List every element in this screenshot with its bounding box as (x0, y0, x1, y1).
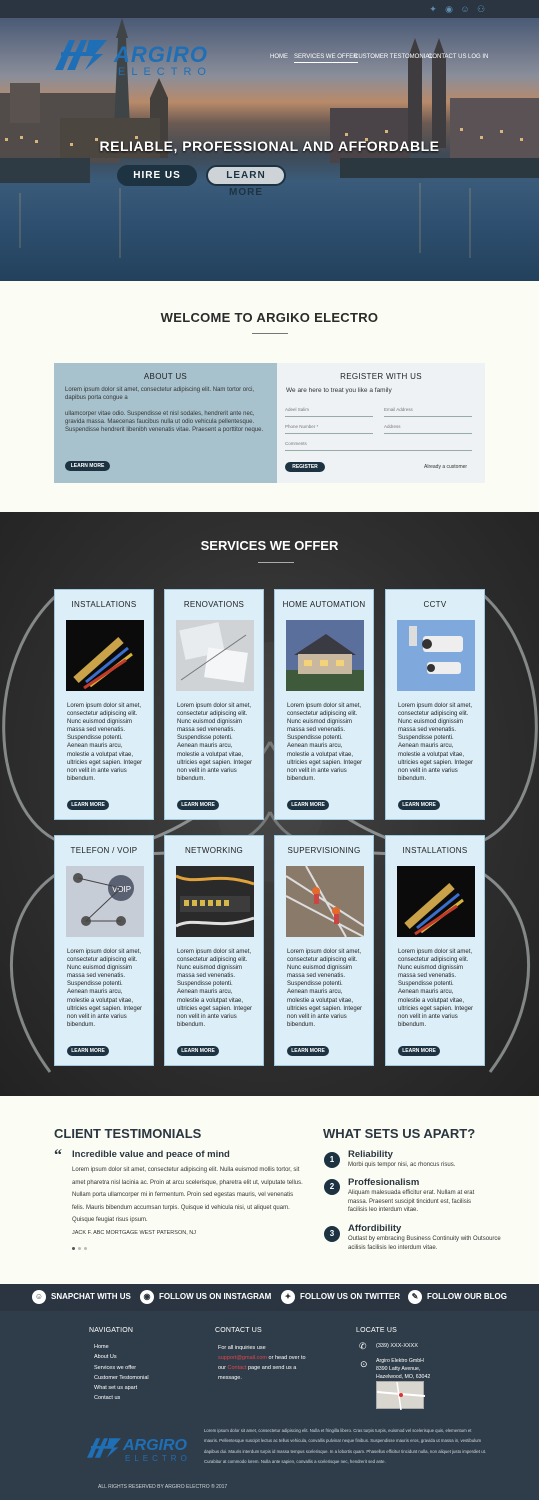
carousel-dot[interactable] (84, 1247, 87, 1250)
service-title: CCTV (423, 600, 447, 609)
blog-label: FOLLOW OUR BLOG (427, 1292, 507, 1302)
contact-post: page and send us a message. (218, 1365, 297, 1381)
footer-nav-about[interactable]: About Us (94, 1354, 117, 1361)
service-description: Lorem ipsum dolor sit amet, consectetur adipiscing elit. Nunc euismod dignissim massa sed venenatis. Suspendisse potenti. Aenean mauris arcu, molestie a volutpat vitae, ultricies eget sapien. Integer non velit in ante varius bibendum. (67, 949, 143, 1028)
register-title: REGISTER WITH US (340, 372, 422, 381)
footer-locate-title: LOCATE US (356, 1327, 397, 1334)
snapchat-icon: ☺ (32, 1290, 46, 1304)
phone-field[interactable]: Phone Number * (285, 424, 373, 434)
footer-brand-name: ARGIRO (123, 1437, 187, 1454)
footer-brand-sub: ELECTRO (125, 1454, 191, 1463)
register-button[interactable]: REGISTER (285, 462, 325, 472)
about-title: ABOUT US (143, 372, 188, 381)
carousel-dot[interactable] (78, 1247, 81, 1250)
map-graphic (377, 1382, 425, 1410)
carousel-dots[interactable] (72, 1247, 87, 1250)
footer-nav-apart[interactable]: What set us apart (94, 1385, 138, 1392)
footer-phone: (339) XXX-XXXX (376, 1343, 418, 1349)
apart-text-3: Outlast by embracing Business Continuity with Outsource acilisis facilisis leo interdum vitae. (348, 1236, 501, 1251)
apart-title: WHAT SETS US APART? (323, 1126, 476, 1141)
service-image (176, 866, 254, 937)
footer-nav-title: NAVIGATION (89, 1327, 134, 1334)
service-card (164, 589, 264, 820)
apart-number-2: 2 (324, 1179, 340, 1195)
nav-home[interactable]: HOME (270, 54, 288, 60)
apart-title-1: Reliability (348, 1149, 393, 1160)
services-title: SERVICES WE OFFER (200, 538, 339, 553)
testimonial-heading: Incredible value and peace of mind (72, 1149, 230, 1160)
service-title: SUPERVISIONING (287, 846, 361, 855)
service-card (385, 589, 485, 820)
apart-title-3: Affordibility (348, 1223, 402, 1234)
service-image (286, 620, 364, 691)
email-field[interactable]: Email Address (384, 407, 472, 417)
phone-icon: ✆ (359, 1341, 367, 1351)
already-customer-link[interactable]: Already a customer (424, 464, 468, 470)
svg-text:VOIP: VOIP (112, 885, 132, 894)
service-description: Lorem ipsum dolor sit amet, consectetur adipiscing elit. Nunc euismod dignissim massa sed venenatis. Suspendisse potenti. Aenean mauris arcu, molestie a volutpat vitae, ultricies eget sapien. Integer non velit in ante varius bibendum. (398, 949, 474, 1028)
about-learn-more-button[interactable]: LEARN MORE (65, 461, 110, 471)
location-pin-icon: ⊙ (360, 1359, 368, 1369)
quote-icon: “ (54, 1147, 62, 1164)
service-card (274, 835, 374, 1066)
service-learn-more-button[interactable]: LEARN MORE (398, 800, 440, 810)
service-image (66, 620, 144, 691)
snapchat-link[interactable] (32, 1290, 131, 1304)
twitter-icon[interactable]: ✦ (429, 4, 437, 14)
comments-field[interactable]: Comments (285, 441, 472, 451)
footer (0, 1311, 539, 1500)
apart-number-1: 1 (324, 1152, 340, 1168)
instagram-label: FOLLOW US ON INSTAGRAM (159, 1292, 272, 1302)
service-learn-more-button[interactable]: LEARN MORE (287, 800, 329, 810)
footer-contact-title: CONTACT US (215, 1327, 262, 1334)
map-thumbnail[interactable] (376, 1381, 424, 1409)
address-line-2: 8390 Latty Avenue, (376, 1366, 421, 1372)
services-underline (258, 562, 294, 563)
nav-services[interactable]: SERVICES WE OFFER (294, 54, 358, 63)
footer-nav-services[interactable]: Services we offer (94, 1364, 137, 1371)
about-text-2: ullamcorper vitae odio. Suspendisse et nisl sodales, hendrerit ante nec, gravida massa. Maecenas faucibus nulla ut odio vehicula pellentesque. Suspendisse hendrerit libenibh venenatis vitae. Praesent a porttitor neque. (65, 411, 264, 433)
name-field[interactable]: Adeel Salim (285, 407, 373, 417)
about-text-1: Lorem ipsum dolor sit amet, consectetur adipiscing elit. Nam tortor orci, dapibus porta congue a (65, 387, 255, 401)
brand-name[interactable]: ARGIRO (114, 42, 208, 67)
service-learn-more-button[interactable]: LEARN MORE (287, 1046, 329, 1056)
contact-mid: or head over to our (218, 1355, 306, 1371)
service-card (164, 835, 264, 1066)
service-image (397, 866, 475, 937)
apart-number-3: 3 (324, 1226, 340, 1242)
nav-contact[interactable]: CONTACT US (428, 54, 467, 60)
service-learn-more-button[interactable]: LEARN MORE (398, 1046, 440, 1056)
footer-logo-icon (87, 1436, 121, 1460)
register-panel (277, 363, 485, 483)
service-learn-more-button[interactable]: LEARN MORE (177, 1046, 219, 1056)
apart-title-2: Proffesionalism (348, 1177, 420, 1188)
service-learn-more-button[interactable]: LEARN MORE (67, 800, 109, 810)
register-subtitle: We are here to treat you like a family (286, 387, 392, 394)
address-field[interactable]: Address (384, 424, 472, 434)
service-card (274, 589, 374, 820)
service-title: NETWORKING (184, 846, 244, 855)
about-panel (54, 363, 277, 483)
contact-pre: For all inquiries use (218, 1345, 266, 1351)
service-card (54, 589, 154, 820)
service-title: HOME AUTOMATION (282, 600, 366, 609)
testimonials-title: CLIENT TESTIMONIALS (54, 1126, 202, 1141)
copyright: ALL RIGHTS RESERVED BY ARGIRO ELECTRO ® 2017 (98, 1484, 228, 1490)
carousel-dot[interactable] (72, 1247, 75, 1250)
contact-page-link[interactable]: Contact (227, 1365, 247, 1371)
address-line-3: Hazelwood, MO, 63042 (376, 1374, 431, 1380)
service-image (66, 866, 144, 937)
footer-nav-home[interactable]: Home (94, 1344, 109, 1350)
welcome-title: WELCOME TO ARGIKO ELECTRO (160, 310, 379, 325)
user-icon[interactable]: ⚇ (476, 4, 486, 14)
service-card (385, 835, 485, 1066)
footer-nav-list (94, 1342, 149, 1404)
service-image (286, 866, 364, 937)
footer-about-text: Lorem ipsum dolor sit amet, consectetur adipiscing elit. Nulla et fringilla libero. Cras turpis turpis, euismod vel scelerisque quis, elementum et mauris. Pellentesque suscipit lectus ac tellus vehicula, convallis pulvinar neque finibus. Suspendisse mauris eros, gravida ut massa in, vestibulum dapibus dui. Mauris interdum turpis id massa tempus scelerisque. In a lobortis quam. Phasellus efficitur tincidunt nulla, non aliquet justo imperdiet ut. Curabitur at commodo lorem. Nulla ante sapien, convallis a scelerisque nec, hendrerit sed ante. (204, 1428, 486, 1465)
service-learn-more-button[interactable]: LEARN MORE (177, 800, 219, 810)
testimonial-text: Lorem ipsum dolor sit amet, consectetur adipiscing elit. Nulla euismod mollis tortor, sit amet pharetra nisl lacinia ac. Proin at arcu scelerisque, pharetra elit ut, vulputate tellus. Nullam porta ullamcorper mi in fermentum. Proin sed egestas mauris, vel venenatis felis. Mauris bibendum accumsan turpis. Quisque id vehicula nisi, ut aliquet quam. Quisque feugiat risus ipsum. (72, 1167, 303, 1224)
instagram-icon[interactable]: ◉ (445, 4, 453, 14)
hero-title: RELIABLE, PROFESSIONAL AND AFFORDABLE (99, 138, 440, 154)
instagram-link[interactable] (140, 1290, 271, 1304)
footer-nav-testimonial[interactable]: Customer Testomonial (94, 1374, 149, 1381)
apart-text-1: Morbi quis tempor nisi, ac rhoncus risus. (348, 1162, 456, 1168)
blog-link[interactable] (408, 1290, 507, 1304)
address-line-1: Argiro Elektro GmbH (376, 1358, 424, 1364)
footer-nav-contact[interactable]: Contact us (94, 1395, 121, 1402)
instagram-icon: ◉ (140, 1290, 154, 1304)
blog-icon: ✎ (408, 1290, 422, 1304)
logo-icon[interactable] (55, 40, 107, 70)
welcome-underline (252, 333, 288, 334)
service-description: Lorem ipsum dolor sit amet, consectetur adipiscing elit. Nunc euismod dignissim massa sed venenatis. Suspendisse potenti. Aenean mauris arcu, molestie a volutpat vitae, ultricies eget sapien. Integer non velit in ante varius bibendum. (398, 703, 474, 782)
twitter-icon: ✦ (281, 1290, 295, 1304)
footer-contact-text (218, 1343, 308, 1383)
service-title: INSTALLATIONS (402, 846, 468, 855)
brand-sub: ELECTRO (118, 66, 212, 78)
service-image (397, 620, 475, 691)
service-title: TELEFON / VOIP (70, 846, 138, 855)
contact-email-link[interactable]: support@gmail.com (218, 1355, 267, 1361)
apart-text-2: Aliquam malesuada efficitur erat. Nullam at erat massa. Praesent suscipit tincidunt est, facilisis facilisis leo interdum vitae. (348, 1190, 475, 1213)
twitter-label: FOLLOW US ON TWITTER (300, 1292, 400, 1302)
testimonial-author: JACK F. ABC MORTGAGE WEST PATERSON, NJ (72, 1230, 196, 1236)
service-image (176, 620, 254, 691)
snapchat-icon[interactable]: ☺ (460, 4, 470, 14)
service-description: Lorem ipsum dolor sit amet, consectetur adipiscing elit. Nunc euismod dignissim massa sed venenatis. Suspendisse potenti. Aenean mauris arcu, molestie a volutpat vitae, ultricies eget sapien. Integer non velit in ante varius bibendum. (67, 703, 143, 782)
service-description: Lorem ipsum dolor sit amet, consectetur adipiscing elit. Nunc euismod dignissim massa sed venenatis. Suspendisse potenti. Aenean mauris arcu, molestie a volutpat vitae, ultricies eget sapien. Integer non velit in ante varius bibendum. (177, 703, 253, 782)
service-learn-more-button[interactable]: LEARN MORE (67, 1046, 109, 1056)
nav-login[interactable]: LOG IN (468, 54, 489, 60)
service-card (54, 835, 154, 1066)
hero-learn-more-button[interactable]: LEARN MORE (206, 165, 286, 186)
nav-testimonial[interactable]: CUSTOMER TESTOMONIAL (354, 54, 433, 60)
service-description: Lorem ipsum dolor sit amet, consectetur adipiscing elit. Nunc euismod dignissim massa sed venenatis. Suspendisse potenti. Aenean mauris arcu, molestie a volutpat vitae, ultricies eget sapien. Integer non velit in ante varius bibendum. (287, 949, 363, 1028)
hire-us-button[interactable]: HIRE US (117, 165, 197, 186)
footer-address (376, 1357, 430, 1381)
service-description: Lorem ipsum dolor sit amet, consectetur adipiscing elit. Nunc euismod dignissim massa sed venenatis. Suspendisse potenti. Aenean mauris arcu, molestie a volutpat vitae, ultricies eget sapien. Integer non velit in ante varius bibendum. (177, 949, 253, 1028)
service-title: INSTALLATIONS (71, 600, 137, 609)
snapchat-label: SNAPCHAT WITH US (51, 1292, 131, 1302)
service-description: Lorem ipsum dolor sit amet, consectetur adipiscing elit. Nunc euismod dignissim massa sed venenatis. Suspendisse potenti. Aenean mauris arcu, molestie a volutpat vitae, ultricies eget sapien. Integer non velit in ante varius bibendum. (287, 703, 363, 782)
top-bar (0, 0, 539, 18)
twitter-link[interactable] (281, 1290, 400, 1304)
service-title: RENOVATIONS (183, 600, 245, 609)
